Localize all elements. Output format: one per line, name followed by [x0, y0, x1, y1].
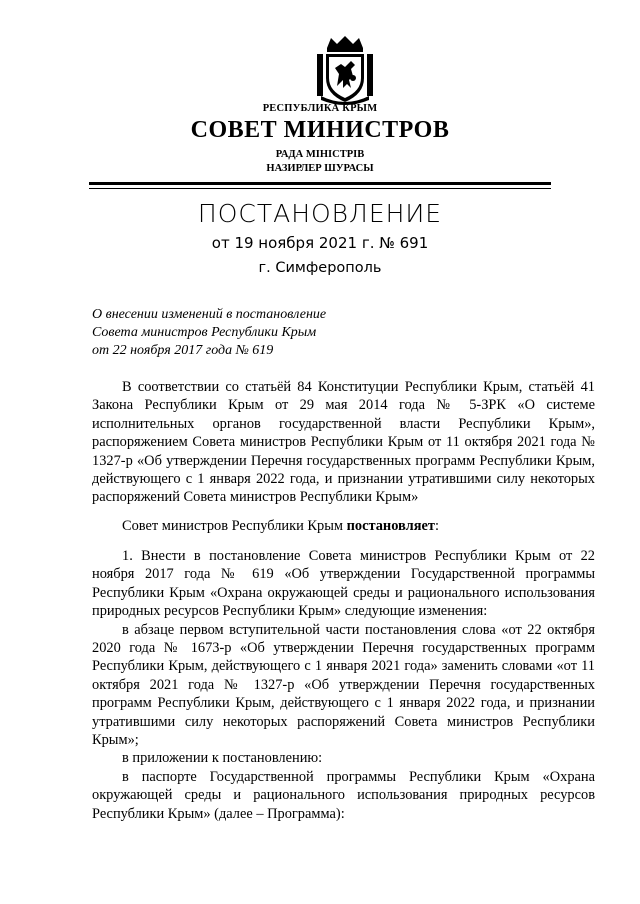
republic-label: РЕСПУБЛИКА КРЫМ [262, 103, 378, 114]
crimea-coat-of-arms-icon [315, 34, 375, 106]
decree-date: от 19 ноября 2021 г. № 691 [211, 234, 429, 252]
header-rule-thick [89, 182, 551, 185]
council-title-ukrainian: РАДА МІНІСТРІВ [275, 149, 365, 160]
item-1b-paragraph: в приложении к постановлению: [122, 750, 323, 767]
item-block [92, 547, 595, 823]
decree-title: ПОСТАНОВЛЕНИЕ [197, 199, 443, 228]
subject-line-3: от 22 ноября 2017 года № 619 [92, 343, 274, 358]
preamble-block [92, 378, 595, 507]
council-colon: : [434, 518, 439, 534]
council-resolves-paragraph [92, 517, 595, 535]
decree-city: г. Симферополь [258, 260, 382, 276]
council-title: СОВЕТ МИНИСТРОВ [190, 117, 450, 143]
header-rule-thin [89, 188, 551, 189]
item-1c-paragraph: в паспорте Государственной программы Республики Крым «Охрана окружающей среды и рационального использования природных ресурсов Республики Крым» (далее – Программа): [92, 768, 595, 822]
council-resolves-block [92, 517, 595, 535]
council-title-crimean-tatar: НАЗИРЛЕР ШУРАСЫ [266, 163, 374, 174]
item-1-paragraph: 1. Внести в постановление Совета министров Республики Крым от 22 ноября 2017 года № 619 «Об утверждении Государственной программы Республики Крым «Охрана окружающей среды и рационального использования природных ресурсов Республики Крым» следующие изменения: [92, 548, 595, 620]
council-verb: постановляет [346, 518, 435, 534]
council-intro: Совет министров Республики Крым [122, 518, 347, 534]
item-1a-paragraph: в абзаце первом вступительной части постановления слова «от 22 октября 2020 года № 1673-р «Об утверждении Перечня государственных программ Республики Крым, действующего с 1 января 2021 года» заменить словами «от 11 октября 2021 года № 1327-р «Об утверждении Перечня государственных программ Республики Крым, действующего с 1 января 2022 года, и признании утратившими силу некоторых распоряжений Совета министров Республики Крым»; [92, 621, 595, 749]
subject-line-1: О внесении изменений в постановление [92, 307, 327, 322]
subject-line-2: Совета министров Республики Крым [92, 325, 317, 340]
decree-subject [92, 306, 326, 360]
preamble-paragraph: В соответствии со статьёй 84 Конституции Республики Крым, статьёй 41 Закона Республики Крым от 29 мая 2014 года № 5-ЗРК «О системе исполнительных органов государственной власти Республики Крым», распоряжением Совета министров Республики Крым от 11 октября 2021 года № 1327-р «Об утверждении Перечня государственных программ Республики Крым, действующего с 1 января 2022 года, и признании утратившими силу некоторых распоряжений Совета министров Республики Крым» [92, 379, 595, 506]
